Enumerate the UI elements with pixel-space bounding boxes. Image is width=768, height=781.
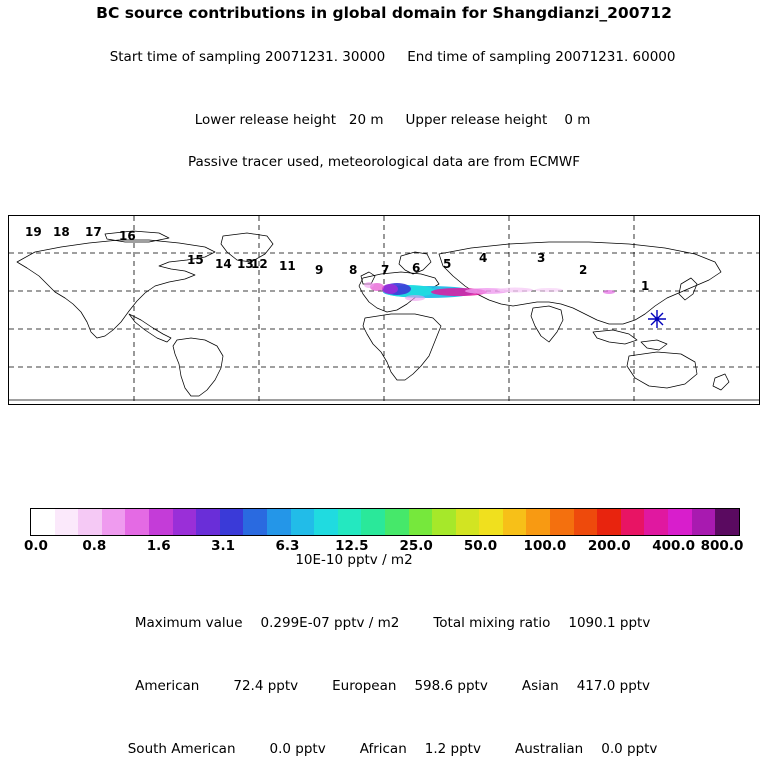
- svg-text:3: 3: [537, 251, 546, 265]
- page-title: BC source contributions in global domain for Shangdianzi_200712: [96, 4, 672, 22]
- colorbar-tick-label: 50.0: [463, 538, 498, 554]
- colorbar-swatch: [597, 509, 621, 535]
- colorbar-swatch: [526, 509, 550, 535]
- statistics-panel: [0, 592, 768, 781]
- tracer-info-line: Passive tracer used, meteorological data are from ECMWF: [187, 154, 581, 170]
- svg-text:5: 5: [443, 257, 452, 271]
- colorbar-tick-label: 6.3: [275, 538, 300, 554]
- colorbar-swatch: [409, 509, 433, 535]
- svg-text:16: 16: [119, 229, 136, 243]
- colorbar-swatch: [196, 509, 220, 535]
- svg-text:13: 13: [237, 257, 254, 271]
- start-time-label: Start time of sampling 20071231. 30000: [109, 49, 386, 65]
- colorbar-swatch: [78, 509, 102, 535]
- svg-text:8: 8: [349, 263, 358, 277]
- colorbar-swatch: [338, 509, 362, 535]
- colorbar-tick-label: 1.6: [146, 538, 171, 554]
- colorbar-swatch: [267, 509, 291, 535]
- colorbar-swatch: [173, 509, 197, 535]
- colorbar-tick-label: 3.1: [211, 538, 236, 554]
- region-name-european: European: [332, 678, 397, 694]
- svg-text:1: 1: [641, 279, 650, 293]
- stats-row-summary: [0, 592, 768, 655]
- colorbar-swatch: [692, 509, 716, 535]
- svg-text:9: 9: [315, 263, 324, 277]
- colorbar-swatch: [621, 509, 645, 535]
- svg-text:17: 17: [85, 225, 102, 239]
- stats-row-1: [0, 655, 768, 718]
- colorbar-unit-label: 10E-10 pptv / m2: [295, 552, 413, 568]
- world-map-panel: [8, 215, 760, 405]
- header: [0, 0, 768, 173]
- colorbar-swatch: [503, 509, 527, 535]
- colorbar-swatch: [361, 509, 385, 535]
- colorbar-swatch: [550, 509, 574, 535]
- colorbar-swatch: [291, 509, 315, 535]
- svg-text:14: 14: [215, 257, 232, 271]
- colorbar-tick-label: 800.0: [700, 538, 744, 554]
- region-value-south-american: 0.0 pptv: [269, 741, 326, 757]
- stats-row-2: [0, 718, 768, 781]
- colorbar-swatch: [574, 509, 598, 535]
- region-name-south-american: South American: [127, 741, 236, 757]
- total-mixing-ratio-value: 1090.1 pptv: [568, 615, 651, 631]
- region-value-african: 1.2 pptv: [424, 741, 481, 757]
- plume-footprint: [364, 282, 615, 301]
- colorbar-swatch: [243, 509, 267, 535]
- svg-text:18: 18: [53, 225, 70, 239]
- colorbar-swatch: [668, 509, 692, 535]
- colorbar-swatch: [314, 509, 338, 535]
- colorbar-swatch: [479, 509, 503, 535]
- region-value-american: 72.4 pptv: [233, 678, 299, 694]
- region-name-american: American: [135, 678, 200, 694]
- colorbar-swatch: [456, 509, 480, 535]
- maximum-value: 0.299E-07 pptv / m2: [260, 615, 400, 631]
- colorbar-swatch: [385, 509, 409, 535]
- colorbar-tick-label: 200.0: [587, 538, 631, 554]
- colorbar: [24, 508, 744, 556]
- region-name-australian: Australian: [514, 741, 584, 757]
- colorbar-swatch: [125, 509, 149, 535]
- colorbar-tick-label: 12.5: [335, 538, 369, 554]
- region-value-asian: 417.0 pptv: [576, 678, 651, 694]
- release-height-line: [0, 89, 768, 152]
- colorbar-tick-label: 400.0: [652, 538, 695, 554]
- map-gridlines: [9, 216, 759, 404]
- svg-text:12: 12: [251, 257, 268, 271]
- region-value-australian: 0.0 pptv: [601, 741, 658, 757]
- colorbar-swatch: [644, 509, 668, 535]
- colorbar-swatch: [31, 509, 55, 535]
- colorbar-tick-label: 25.0: [399, 538, 433, 554]
- colorbar-tick-label: 0.8: [82, 538, 107, 554]
- svg-text:7: 7: [381, 263, 390, 277]
- svg-text:11: 11: [279, 259, 296, 273]
- end-time-label: End time of sampling 20071231. 60000: [407, 49, 676, 65]
- region-number-labels: [25, 225, 649, 293]
- lower-release-height-label: Lower release height 20 m: [194, 112, 384, 128]
- svg-text:19: 19: [25, 225, 42, 239]
- svg-text:2: 2: [579, 263, 588, 277]
- upper-release-height-label: Upper release height 0 m: [405, 112, 591, 128]
- colorbar-swatch: [715, 509, 739, 535]
- colorbar-tick-label: 100.0: [523, 538, 567, 554]
- colorbar-swatch: [55, 509, 79, 535]
- svg-text:6: 6: [412, 261, 421, 275]
- svg-text:15: 15: [187, 253, 204, 267]
- map-svg: [9, 216, 759, 404]
- region-value-european: 598.6 pptv: [414, 678, 488, 694]
- region-name-asian: Asian: [521, 678, 559, 694]
- colorbar-swatch: [149, 509, 173, 535]
- colorbar-swatch: [220, 509, 244, 535]
- total-mixing-ratio-label: Total mixing ratio: [433, 615, 551, 631]
- colorbar-swatch: [102, 509, 126, 535]
- colorbar-tick-label: 0.0: [24, 538, 48, 554]
- sampling-time-line: [0, 26, 768, 89]
- region-name-african: African: [359, 741, 407, 757]
- colorbar-strip: [30, 508, 740, 536]
- svg-text:4: 4: [479, 251, 488, 265]
- colorbar-swatch: [432, 509, 456, 535]
- receptor-marker-icon: [648, 310, 666, 328]
- maximum-value-label: Maximum value: [134, 615, 243, 631]
